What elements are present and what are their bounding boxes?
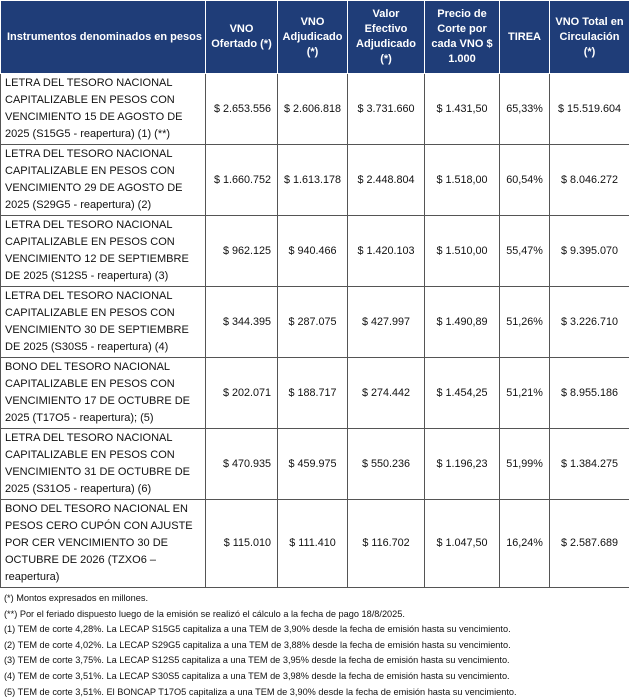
valor-efectivo-cell: $ 3.731.660 <box>348 74 425 145</box>
tirea-cell: 60,54% <box>500 145 550 216</box>
vno-total-cell: $ 15.519.604 <box>550 74 629 145</box>
precio-corte-cell: $ 1.490,89 <box>425 287 500 358</box>
header-row <box>1 1 629 74</box>
vno-ofertado-cell: $ 202.071 <box>206 358 278 429</box>
instrument-name: LETRA DEL TESORO NACIONAL CAPITALIZABLE EN PESOS CON VENCIMIENTO 29 DE AGOSTO DE 2025 (S29G5 - reapertura) (2) <box>1 145 206 216</box>
instrument-name: BONO DEL TESORO NACIONAL CAPITALIZABLE EN PESOS CON VENCIMIENTO 17 DE OCTUBRE DE 2025 (T17O5 - reapertura); (5) <box>1 358 206 429</box>
vno-adjudicado-cell: $ 188.717 <box>278 358 348 429</box>
vno-total-cell: $ 8.955.186 <box>550 358 629 429</box>
table-row <box>1 500 629 588</box>
vno-adjudicado-cell: $ 111.410 <box>278 500 348 588</box>
vno-adjudicado-cell: $ 459.975 <box>278 429 348 500</box>
vno-ofertado-cell: $ 2.653.556 <box>206 74 278 145</box>
valor-efectivo-cell: $ 1.420.103 <box>348 216 425 287</box>
table-row <box>1 216 629 287</box>
footnotes <box>0 588 629 700</box>
tirea-cell: 51,26% <box>500 287 550 358</box>
precio-corte-cell: $ 1.047,50 <box>425 500 500 588</box>
table-row <box>1 74 629 145</box>
vno-adjudicado-cell: $ 2.606.818 <box>278 74 348 145</box>
header-vno-ofertado: VNO Ofertado (*) <box>206 1 278 74</box>
instrument-name: LETRA DEL TESORO NACIONAL CAPITALIZABLE EN PESOS CON VENCIMIENTO 12 DE SEPTIEMBRE DE 2025 (S12S5 - reapertura) (3) <box>1 216 206 287</box>
valor-efectivo-cell: $ 2.448.804 <box>348 145 425 216</box>
precio-corte-cell: $ 1.518,00 <box>425 145 500 216</box>
footnote-3: (3) TEM de corte 3,75%. La LECAP S12S5 capitaliza a una TEM de 3,95% desde la fecha de emisión hasta su vencimiento. <box>4 653 625 669</box>
instrument-name: BONO DEL TESORO NACIONAL EN PESOS CERO CUPÓN CON AJUSTE POR CER VENCIMIENTO 30 DE OCTUBRE DE 2026 (TZXO6 – reapertura) <box>1 500 206 588</box>
vno-total-cell: $ 8.046.272 <box>550 145 629 216</box>
header-vno-adjudicado: VNO Adjudicado (*) <box>278 1 348 74</box>
footnote-4: (4) TEM de corte 3,51%. La LECAP S30S5 capitaliza a una TEM de 3,98% desde la fecha de emisión hasta su vencimiento. <box>4 669 625 685</box>
footnote-2: (2) TEM de corte 4,02%. La LECAP S29G5 capitaliza a una TEM de 3,88% desde la fecha de emisión hasta su vencimiento. <box>4 638 625 654</box>
instrument-name: LETRA DEL TESORO NACIONAL CAPITALIZABLE EN PESOS CON VENCIMIENTO 31 DE OCTUBRE DE 2025 (S31O5 - reapertura) (6) <box>1 429 206 500</box>
instrument-name: LETRA DEL TESORO NACIONAL CAPITALIZABLE EN PESOS CON VENCIMIENTO 30 DE SEPTIEMBRE DE 2025 (S30S5 - reapertura) (4) <box>1 287 206 358</box>
footnote-montos: (*) Montos expresados en millones. <box>4 591 625 607</box>
header-instrumentos: Instrumentos denominados en pesos <box>1 1 206 74</box>
table-row <box>1 287 629 358</box>
valor-efectivo-cell: $ 274.442 <box>348 358 425 429</box>
instrument-name: LETRA DEL TESORO NACIONAL CAPITALIZABLE EN PESOS CON VENCIMIENTO 15 DE AGOSTO DE 2025 (S15G5 - reapertura) (1) (**) <box>1 74 206 145</box>
tirea-cell: 55,47% <box>500 216 550 287</box>
footnote-feriado: (**) Por el feriado dispuesto luego de la emisión se realizó el cálculo a la fecha de pago 18/8/2025. <box>4 607 625 623</box>
vno-ofertado-cell: $ 1.660.752 <box>206 145 278 216</box>
precio-corte-cell: $ 1.510,00 <box>425 216 500 287</box>
vno-total-cell: $ 2.587.689 <box>550 500 629 588</box>
header-tirea: TIREA <box>500 1 550 74</box>
valor-efectivo-cell: $ 427.997 <box>348 287 425 358</box>
vno-ofertado-cell: $ 344.395 <box>206 287 278 358</box>
valor-efectivo-cell: $ 116.702 <box>348 500 425 588</box>
vno-ofertado-cell: $ 962.125 <box>206 216 278 287</box>
footnote-5: (5) TEM de corte 3,51%. El BONCAP T17O5 capitaliza a una TEM de 3,90% desde la fecha de emisión hasta su vencimiento. <box>4 685 625 700</box>
tirea-cell: 65,33% <box>500 74 550 145</box>
vno-total-cell: $ 3.226.710 <box>550 287 629 358</box>
table-row <box>1 145 629 216</box>
vno-ofertado-cell: $ 470.935 <box>206 429 278 500</box>
vno-ofertado-cell: $ 115.010 <box>206 500 278 588</box>
header-precio-corte: Precio de Corte por cada VNO $ 1.000 <box>425 1 500 74</box>
tirea-cell: 16,24% <box>500 500 550 588</box>
precio-corte-cell: $ 1.196,23 <box>425 429 500 500</box>
vno-adjudicado-cell: $ 1.613.178 <box>278 145 348 216</box>
vno-total-cell: $ 9.395.070 <box>550 216 629 287</box>
precio-corte-cell: $ 1.431,50 <box>425 74 500 145</box>
precio-corte-cell: $ 1.454,25 <box>425 358 500 429</box>
tirea-cell: 51,99% <box>500 429 550 500</box>
header-vno-total: VNO Total en Circulación (*) <box>550 1 629 74</box>
footnote-1: (1) TEM de corte 4,28%. La LECAP S15G5 capitaliza a una TEM de 3,90% desde la fecha de emisión hasta su vencimiento. <box>4 622 625 638</box>
vno-adjudicado-cell: $ 287.075 <box>278 287 348 358</box>
tirea-cell: 51,21% <box>500 358 550 429</box>
table-row <box>1 358 629 429</box>
vno-adjudicado-cell: $ 940.466 <box>278 216 348 287</box>
header-valor-efectivo: Valor Efectivo Adjudicado (*) <box>348 1 425 74</box>
table-row <box>1 429 629 500</box>
vno-total-cell: $ 1.384.275 <box>550 429 629 500</box>
valor-efectivo-cell: $ 550.236 <box>348 429 425 500</box>
